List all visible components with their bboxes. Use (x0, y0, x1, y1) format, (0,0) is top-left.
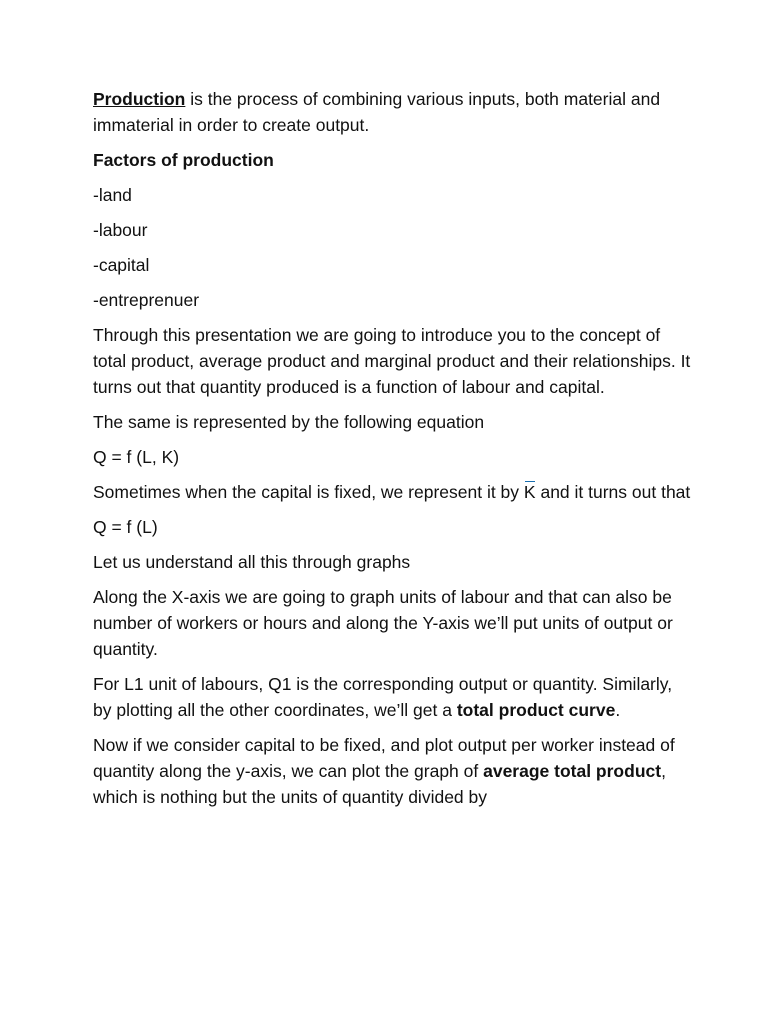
document-page (93, 86, 693, 819)
total-product-paragraph (93, 671, 693, 723)
term-production: Production (93, 89, 186, 109)
fixed-capital-paragraph (93, 479, 693, 505)
fixed-capital-text-after: and it turns out that (535, 482, 691, 502)
definition-paragraph (93, 86, 693, 138)
graphs-paragraph: Let us understand all this through graphs (93, 552, 411, 572)
equation-1: Q = f (L, K) (93, 447, 180, 467)
intro-paragraph: Through this presentation we are going to introduce you to the concept of total product, average product and marginal product and their relationships. It turns out that quantity produced is a function of labour and capital. (93, 325, 691, 397)
k-bar-symbol: K (524, 479, 536, 505)
average-product-text-before: Now if we consider capital to be fixed, and plot output per worker instead of quantity along the y-axis, we can plot the graph of (93, 735, 675, 781)
factor-item: -labour (93, 220, 148, 240)
equation-intro: The same is represented by the following equation (93, 412, 485, 432)
factors-heading: Factors of production (93, 150, 274, 170)
total-product-text-after: . (615, 700, 621, 720)
factor-item: -land (93, 185, 132, 205)
total-product-text-before: For L1 unit of labours, Q1 is the corresponding output or quantity. Similarly, by plotting all the other coordinates, we’ll get a (93, 674, 673, 720)
average-product-text-after: , which is nothing but the units of quantity divided by (93, 761, 666, 807)
fixed-capital-text-before: Sometimes when the capital is fixed, we represent it by (93, 482, 524, 502)
equation-2: Q = f (L) (93, 517, 158, 537)
axis-paragraph: Along the X-axis we are going to graph units of labour and that can also be number of workers or hours and along the Y-axis we’ll put units of output or quantity. (93, 587, 673, 659)
average-total-product-term: average total product (483, 761, 662, 781)
total-product-curve-term: total product curve (456, 700, 616, 720)
factor-item: -capital (93, 255, 150, 275)
average-product-paragraph (93, 732, 693, 810)
factor-item: -entreprenuer (93, 290, 200, 310)
definition-text: is the process of combining various inputs, both material and immaterial in order to create output. (93, 89, 661, 135)
